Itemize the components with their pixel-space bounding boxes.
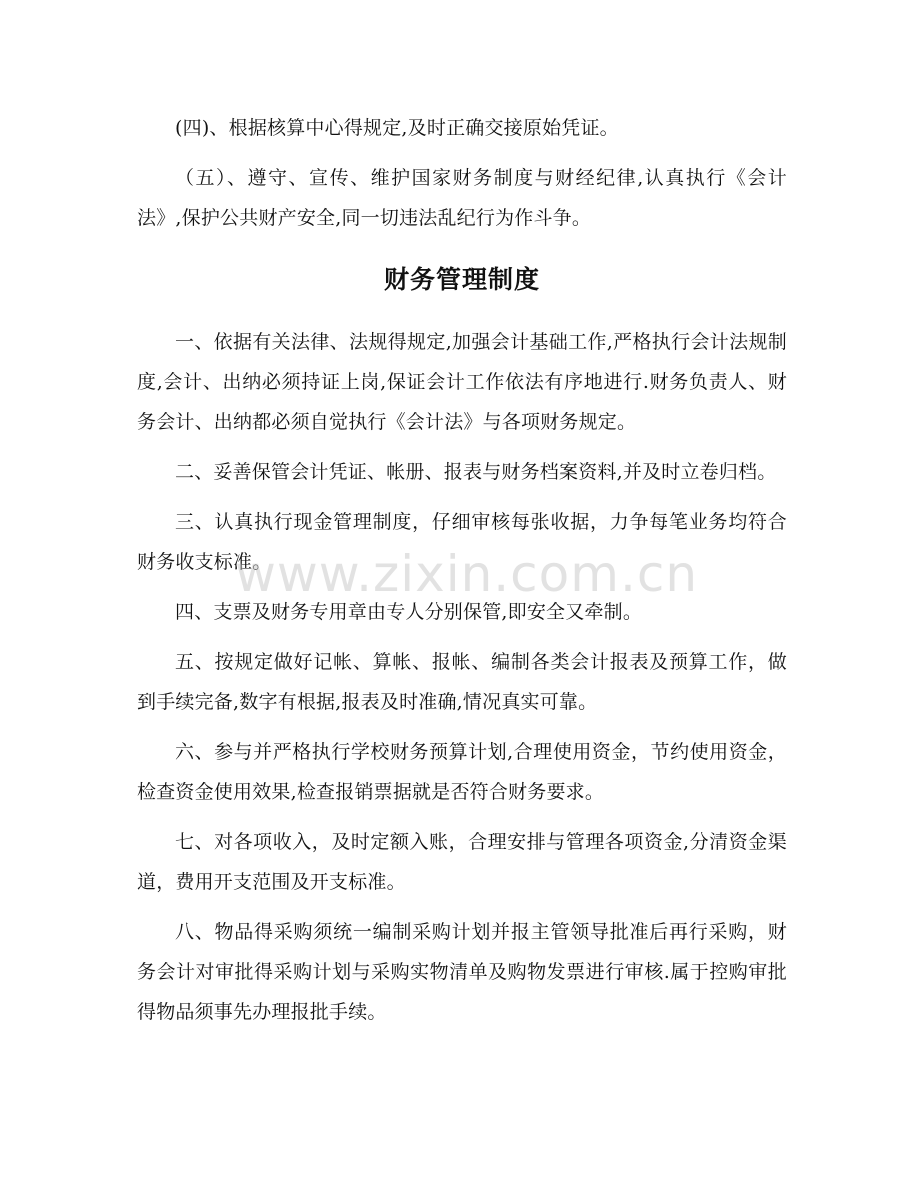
rule-paragraph-4: 四、支票及财务专用章由专人分别保管,即安全又牵制。 <box>175 601 643 623</box>
document-body <box>137 108 787 1032</box>
paragraph-four: (四)、根据核算中心得规定,及时正确交接原始凭证。 <box>175 117 619 139</box>
watermark-text: www.zixin.com.cn <box>235 545 699 603</box>
section-title: 财务管理制度 <box>383 265 540 294</box>
rule-paragraph-7: 七、对各项收入，及时定额入账，合理安排与管理各项资金,分清资金渠道，费用开支范围及开支标准。 <box>137 831 787 893</box>
rule-paragraph-2: 二、妥善保管会计凭证、帐册、报表与财务档案资料,并及时立卷归档。 <box>175 461 777 483</box>
rule-paragraph-5: 五、按规定做好记帐、算帐、报帐、编制各类会计报表及预算工作，做到手续完备,数字有根据,报表及时准确,情况真实可靠。 <box>137 651 787 713</box>
rule-paragraph-6: 六、参与并严格执行学校财务预算计划,合理使用资金，节约使用资金，检查资金使用效果,检查报销票据就是否符合财务要求。 <box>137 741 787 803</box>
paragraph-five: （五）、遵守、宣传、维护国家财务制度与财经纪律,认真执行《会计法》,保护公共财产安全,同一切违法乱纪行为作斗争。 <box>137 167 787 229</box>
rule-paragraph-8: 八、物品得采购须统一编制采购计划并报主管领导批准后再行采购，财务会计对审批得采购计划与采购实物清单及购物发票进行审核.属于控购审批得物品须事先办理报批手续。 <box>137 921 787 1023</box>
rule-paragraph-3: 三、认真执行现金管理制度，仔细审核每张收据，力争每笔业务均符合财务收支标准。 <box>137 511 787 573</box>
rule-paragraph-1: 一、依据有关法律、法规得规定,加强会计基础工作,严格执行会计法规制度,会计、出纳必须持证上岗,保证会计工作依法有序地进行.财务负责人、财务会计、出纳都必须自觉执行《会计法》与各项财务规定。 <box>137 331 787 433</box>
